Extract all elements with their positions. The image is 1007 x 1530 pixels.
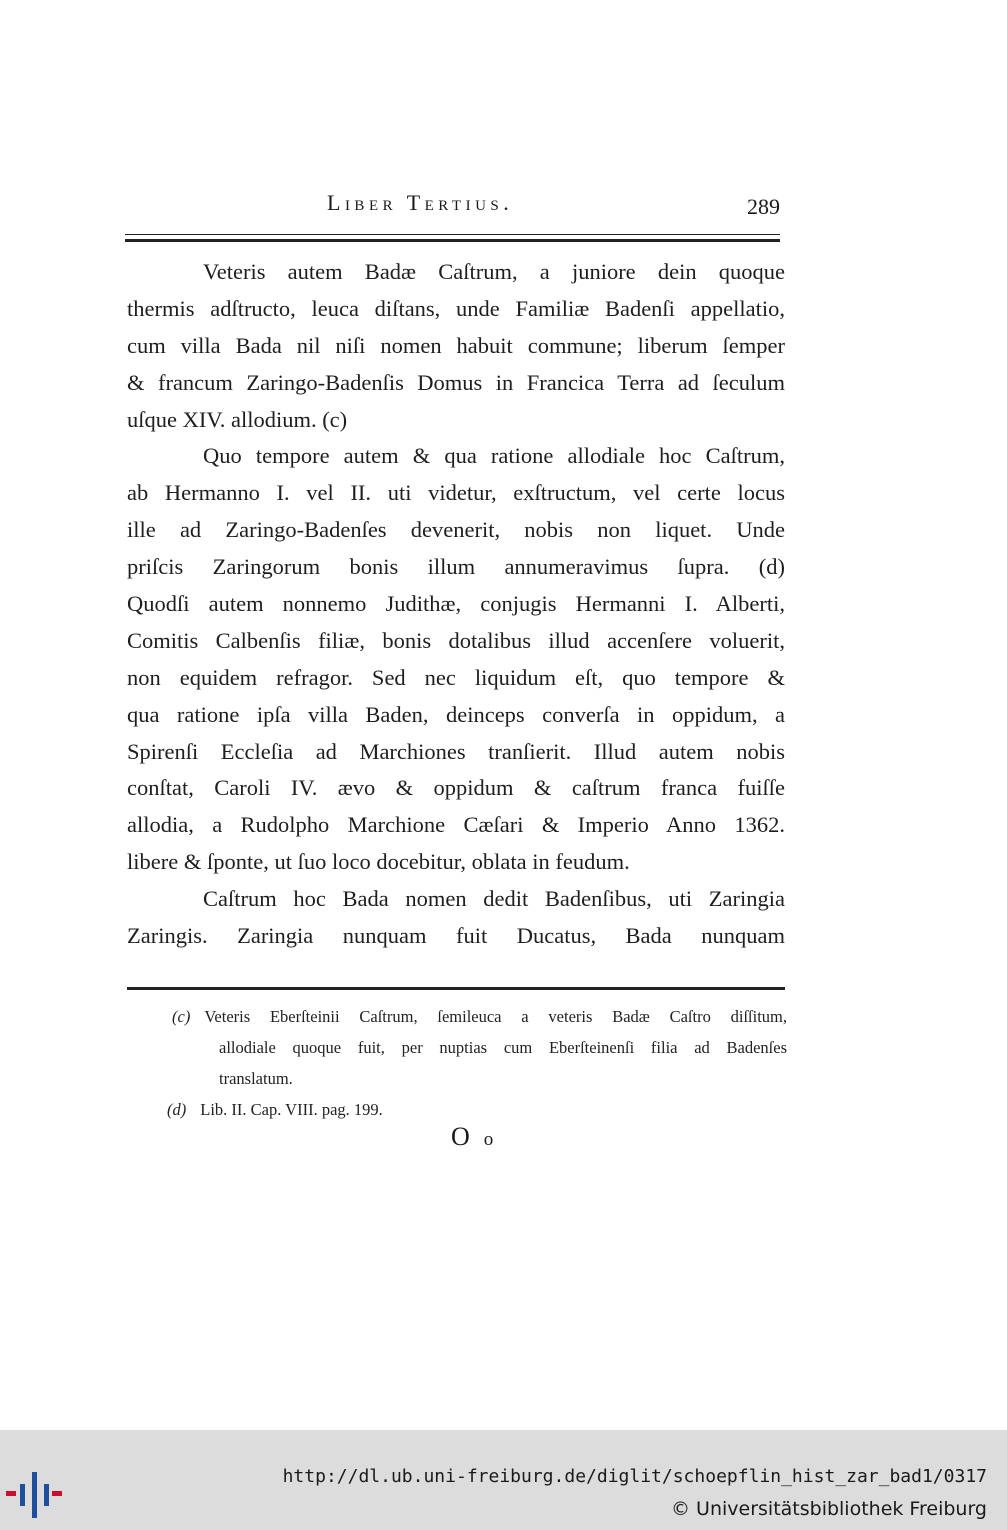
body-line: Quo tempore autem & qua ratione allodiale hoc Caſtrum,: [203, 443, 785, 469]
logo-bar-right: [44, 1484, 49, 1506]
footnote-marker: (c): [172, 1007, 191, 1026]
footnote-line: [127, 1094, 787, 1125]
footnote-marker: (d): [167, 1100, 187, 1119]
footnote-c: [127, 1001, 787, 1094]
page-number: 289: [747, 194, 780, 219]
signature-mark: [451, 1122, 507, 1152]
footnote-line: translatum.: [219, 1069, 293, 1088]
body-line: allodia, a Rudolpho Marchione Cæſari & Imperio Anno 1362.: [127, 812, 785, 838]
footer-url-link[interactable]: http://dl.ub.uni-freiburg.de/diglit/schoepflin_hist_zar_bad1/0317: [282, 1466, 987, 1487]
footer-copyright: © Universitätsbibliothek Freiburg: [671, 1498, 987, 1520]
body-line: Comitis Calbenſis filiæ, bonis dotalibus illud accenſere voluerit,: [127, 627, 785, 653]
body-line: ab Hermanno I. vel II. uti videtur, exſtructum, vel certe locus: [127, 480, 785, 506]
footnotes: [127, 1001, 787, 1125]
footnote-rule: [127, 987, 785, 990]
logo-bar-left: [20, 1484, 25, 1506]
body-line: Caſtrum hoc Bada nomen dedit Badenſibus, uti Zaringia: [203, 886, 785, 912]
running-head: [125, 190, 780, 222]
body-line: Zaringis. Zaringia nunquam fuit Ducatus, Bada nunquam: [127, 923, 785, 949]
footnote-d: [127, 1094, 787, 1125]
body-line: Quodſi autem nonnemo Judithæ, conjugis Hermanni I. Alberti,: [127, 591, 785, 617]
body-line: ille ad Zaringo-Badenſes devenerit, nobis non liquet. Unde: [127, 517, 785, 543]
logo-dash-right: [52, 1491, 62, 1496]
body-line: priſcis Zaringorum bonis illum annumeravimus ſupra. (d): [127, 554, 785, 580]
body-line: Veteris autem Badæ Caſtrum, a juniore dein quoque: [203, 259, 785, 284]
body-text: [127, 254, 785, 955]
body-line: non equidem refragor. Sed nec liquidum eſt, quo tempore &: [127, 664, 785, 690]
footnote-line: allodiale quoque fuit, per nuptias cum Eberſteinenſi filia ad Badenſes: [219, 1038, 787, 1057]
body-line: conſtat, Caroli IV. ævo & oppidum & caſtrum franca fuiſſe: [127, 775, 785, 801]
footnote-line: [127, 1001, 787, 1032]
body-line: & francum Zaringo-Badenſis Domus in Francica Terra ad ſeculum: [127, 369, 785, 395]
footer-bar: [0, 1430, 1007, 1530]
logo-dash-left: [6, 1491, 16, 1496]
header-rule-thin: [125, 234, 780, 235]
body-line: libere & ſponte, ut ſuo loco docebitur, oblata in feudum.: [127, 849, 630, 875]
footnote-text: Veteris Eberſteinii Caſtrum, ſemileuca a veteris Badæ Caſtro diſſitum,: [204, 1007, 787, 1026]
body-line: Spirenſi Eccleſia ad Marchiones tranſierit. Illud autem nobis: [127, 738, 785, 764]
running-title: Liber Tertius.: [327, 190, 514, 215]
body-line: qua ratione ipſa villa Baden, deinceps converſa in oppidum, a: [127, 701, 785, 727]
logo-bar-mid: [32, 1472, 37, 1518]
header-rule-thick: [125, 239, 780, 242]
signature-small: o: [483, 1129, 508, 1150]
footnote-text: Lib. II. Cap. VIII. pag. 199.: [200, 1100, 383, 1119]
library-logo-icon[interactable]: [16, 1472, 64, 1520]
signature-big: O: [451, 1122, 484, 1151]
body-line: uſque XIV. allodium. (c): [127, 406, 348, 432]
body-line: thermis adſtructo, leuca diſtans, unde Familiæ Badenſi appellatio,: [127, 295, 785, 321]
header-rule: [125, 234, 780, 243]
body-line: cum villa Bada nil niſi nomen habuit commune; liberum ſemper: [127, 332, 785, 358]
